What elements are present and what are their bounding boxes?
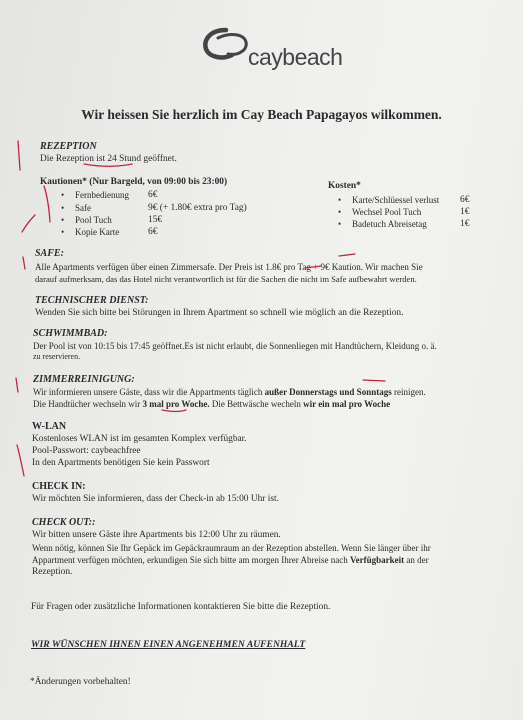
margin-tick-mark xyxy=(17,445,24,476)
zimmer-text-line2: Die Handtücher wechseln wir 3 mal pro Woche. Die Bettwäsche wecheln wir ein mal pro Woche xyxy=(33,399,391,409)
safe-text-line1: Alle Apartments verfügen über einen Zimmersafe. Der Preis ist 1.8€ pro Tag + 9€ Kaution. Wir machen Sie xyxy=(35,262,423,272)
kaution-value: 15€ xyxy=(148,215,163,225)
underline-mark xyxy=(339,254,355,256)
checkout-text-line2: Wenn nötig, können Sie Ihr Gepäck im Gepäckraumraum an der Rezeption abstellen. Wenn Sie länger über ihr xyxy=(32,543,431,553)
checkout-text-line4: Rezeption. xyxy=(32,567,73,577)
margin-tick-mark xyxy=(18,141,20,170)
margin-tick-mark xyxy=(22,215,35,232)
zimmer-text-line1: Wir informieren unsere Gäste, dass wir die Appartments täglich außer Donnerstags und Sonntags reinigen. xyxy=(33,387,426,397)
rezeption-text: Die Rezeption ist 24 Stund geöffnet. xyxy=(40,154,177,164)
underline-mark xyxy=(305,266,321,268)
kaution-item: • Fernbedienung xyxy=(75,190,129,200)
kaution-item: • Kopie Karte xyxy=(75,227,119,237)
wlan-text-line1: Kostenloses WLAN ist im gesamten Komplex verfügbar. xyxy=(32,434,247,444)
schwimmbad-text-line1: Der Pool ist von 10:15 bis 17:45 geöffnet.Es ist nicht erlaubt, die Sonnenliegen mit Handtüchern, Kleidung o. ä. xyxy=(33,341,437,351)
logo-wordmark: caybeach xyxy=(248,44,343,70)
wlan-heading: W-LAN xyxy=(32,421,67,432)
closing-line: WIR WÜNSCHEN IHNEN EINEN ANGENEHMEN AUFENHALT xyxy=(31,639,306,650)
margin-tick-mark xyxy=(16,378,18,392)
kosten-item: • Karte/Schlüessel verlust xyxy=(352,195,439,205)
technischer-heading: TECHNISCHER DIENST: xyxy=(35,295,149,306)
page-title: Wir heissen Sie herzlich im Cay Beach Papagayos wilkommen. xyxy=(81,107,442,122)
schwimmbad-heading: SCHWIMMBAD: xyxy=(33,328,108,339)
kaution-item: • Pool Tuch xyxy=(75,215,112,225)
checkout-text-line1: Wir bitten unsere Gäste ihre Apartments bis 12:00 Uhr zu räumen. xyxy=(32,530,281,540)
zimmer-heading: ZIMMERREINIGUNG: xyxy=(33,374,135,385)
contact-note: Für Fragen oder zusätzliche Informationen kontaktieren Sie bitte die Rezeption. xyxy=(31,602,331,612)
kosten-value: 1€ xyxy=(460,219,470,229)
underline-mark xyxy=(162,410,186,412)
underline-mark xyxy=(84,164,132,166)
kaution-value: 9€ (+ 1.80€ extra pro Tag) xyxy=(148,203,247,213)
kosten-value: 6€ xyxy=(460,195,470,205)
wlan-password: Pool-Passwort: caybeachfree xyxy=(32,446,141,456)
kosten-item: • Badetuch Abreisetag xyxy=(352,219,427,229)
wlan-text-line3: In den Apartments benötigen Sie kein Passwort xyxy=(32,458,210,468)
kautionen-heading: Kautionen* (Nur Bargeld, von 09:00 bis 23:00) xyxy=(40,177,228,187)
kaution-value: 6€ xyxy=(148,190,158,200)
checkout-text-line3: Appartment verfügen möchten, erkundigen Sie sich bitte am morgen Ihrer Abreise nach Verfügbarkeit an der xyxy=(32,555,429,565)
margin-tick-mark xyxy=(44,186,50,222)
checkin-heading: CHECK IN: xyxy=(32,481,86,492)
kaution-item: • Safe xyxy=(75,203,91,213)
underline-mark xyxy=(363,380,385,381)
technischer-text: Wenden Sie sich bitte bei Störungen in Ihrem Apartment so schnell wie möglich an die Rezeption. xyxy=(35,308,404,318)
rezeption-heading: REZEPTION xyxy=(40,141,97,152)
checkin-text: Wir möchten Sie informieren, dass der Check-in ab 15:00 Uhr ist. xyxy=(32,494,279,504)
kosten-heading: Kosten* xyxy=(328,181,361,191)
kaution-value: 6€ xyxy=(148,227,158,237)
kosten-item: • Wechsel Pool Tuch xyxy=(352,207,421,217)
safe-text-line2: darauf aufmerksam, das das Hotel nicht verantwortlich ist für die Sachen die nicht im Safe aufbewahrt werden. xyxy=(35,274,417,284)
footnote: *Änderungen vorbehalten! xyxy=(30,677,131,687)
safe-heading: SAFE: xyxy=(35,248,64,259)
margin-tick-mark xyxy=(23,257,25,269)
kosten-value: 1€ xyxy=(460,207,470,217)
checkout-heading: CHECK OUT:: xyxy=(32,517,96,528)
schwimmbad-text-line2: zu reservieren. xyxy=(33,352,81,361)
